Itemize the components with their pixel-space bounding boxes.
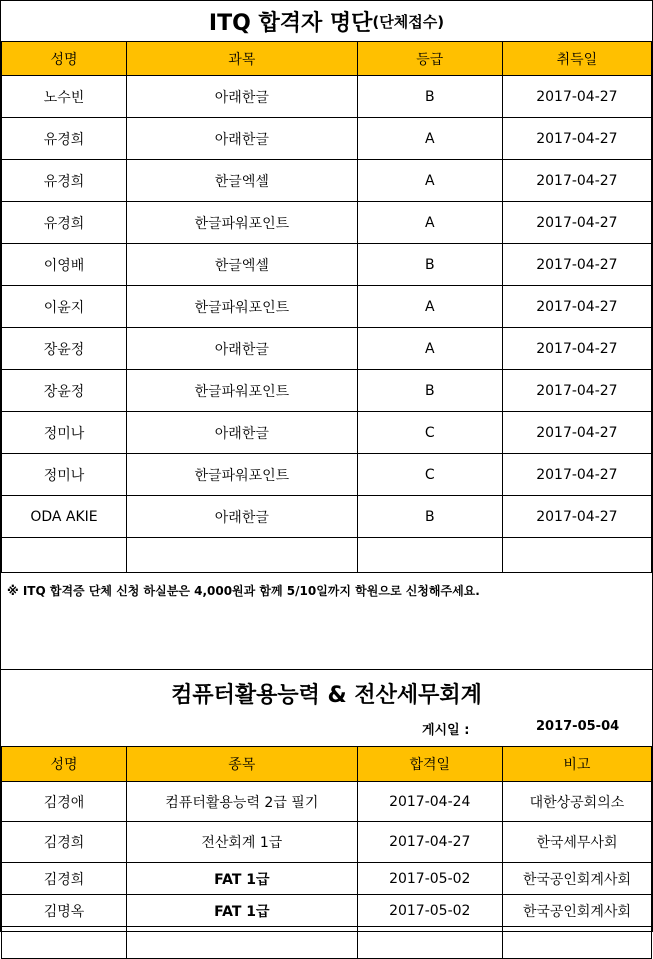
posted-label: 게시일 : bbox=[422, 723, 470, 738]
posted-date: 2017-05-04 bbox=[536, 719, 620, 734]
cell-name[interactable]: 김명옥 bbox=[2, 895, 127, 927]
cell-pass-date[interactable]: 2017-04-24 bbox=[357, 782, 502, 822]
cell-category[interactable]: 컴퓨터활용능력 2급 필기 bbox=[126, 782, 357, 822]
table-row bbox=[2, 160, 652, 202]
cell-name[interactable]: 정미나 bbox=[2, 412, 127, 454]
table-row bbox=[2, 454, 652, 496]
empty-cell[interactable] bbox=[126, 538, 357, 573]
cell-subject[interactable]: 아래한글 bbox=[126, 496, 357, 538]
cell-date[interactable]: 2017-04-27 bbox=[502, 202, 651, 244]
cert-title: 컴퓨터활용능력 & 전산세무회계 bbox=[171, 682, 482, 708]
table-row bbox=[2, 202, 652, 244]
table-row bbox=[2, 496, 652, 538]
col-header-subject[interactable]: 과목 bbox=[126, 42, 357, 76]
cell-subject[interactable]: 아래한글 bbox=[126, 412, 357, 454]
table-row bbox=[2, 895, 652, 927]
cell-name[interactable]: 김경희 bbox=[2, 863, 127, 895]
cell-grade[interactable]: A bbox=[357, 328, 502, 370]
cell-date[interactable]: 2017-04-27 bbox=[502, 286, 651, 328]
cell-category[interactable]: 전산회계 1급 bbox=[126, 822, 357, 863]
cell-pass-date[interactable]: 2017-05-02 bbox=[357, 863, 502, 895]
cell-name[interactable]: 유경희 bbox=[2, 118, 127, 160]
cell-name[interactable]: 정미나 bbox=[2, 454, 127, 496]
cell-name[interactable]: 장윤정 bbox=[2, 370, 127, 412]
cell-subject[interactable]: 아래한글 bbox=[126, 76, 357, 118]
cell-date[interactable]: 2017-04-27 bbox=[502, 328, 651, 370]
cell-subject[interactable]: 한글파워포인트 bbox=[126, 454, 357, 496]
cell-subject[interactable]: 한글엑셀 bbox=[126, 244, 357, 286]
cell-grade[interactable]: B bbox=[357, 370, 502, 412]
cell-category[interactable]: FAT 1급 bbox=[126, 863, 357, 895]
cell-date[interactable]: 2017-04-27 bbox=[502, 496, 651, 538]
cell-grade[interactable]: B bbox=[357, 76, 502, 118]
cell-grade[interactable]: C bbox=[357, 412, 502, 454]
cell-remarks[interactable]: 대한상공회의소 bbox=[502, 782, 651, 822]
empty-row bbox=[2, 538, 652, 573]
cell-date[interactable]: 2017-04-27 bbox=[502, 412, 651, 454]
cell-subject[interactable]: 아래한글 bbox=[126, 118, 357, 160]
cert-header-row bbox=[2, 747, 652, 782]
cell-date[interactable]: 2017-04-27 bbox=[502, 244, 651, 286]
table-row bbox=[2, 118, 652, 160]
cell-category[interactable]: FAT 1급 bbox=[126, 895, 357, 927]
cell-name[interactable]: 이영배 bbox=[2, 244, 127, 286]
itq-title-sub: (단체접수) bbox=[372, 12, 445, 31]
empty-cell[interactable] bbox=[2, 538, 127, 573]
cell-name[interactable]: 노수빈 bbox=[2, 76, 127, 118]
itq-header-row bbox=[2, 42, 652, 76]
posted-date-line bbox=[1, 716, 652, 742]
table-row bbox=[2, 412, 652, 454]
empty-cell[interactable] bbox=[502, 927, 651, 959]
cell-name[interactable]: 유경희 bbox=[2, 202, 127, 244]
col-header-category[interactable]: 종목 bbox=[126, 747, 357, 782]
empty-cell[interactable] bbox=[357, 538, 502, 573]
empty-cell[interactable] bbox=[2, 927, 127, 959]
cell-grade[interactable]: A bbox=[357, 286, 502, 328]
cell-remarks[interactable]: 한국공인회계사회 bbox=[502, 895, 651, 927]
cell-date[interactable]: 2017-04-27 bbox=[502, 160, 651, 202]
col-header-grade[interactable]: 등급 bbox=[357, 42, 502, 76]
cell-grade[interactable]: B bbox=[357, 244, 502, 286]
cell-name[interactable]: 장윤정 bbox=[2, 328, 127, 370]
col-header-pass-date[interactable]: 합격일 bbox=[357, 747, 502, 782]
cell-remarks[interactable]: 한국세무사회 bbox=[502, 822, 651, 863]
cell-name[interactable]: 김경희 bbox=[2, 822, 127, 863]
table-row bbox=[2, 782, 652, 822]
table-row bbox=[2, 286, 652, 328]
cell-date[interactable]: 2017-04-27 bbox=[502, 454, 651, 496]
cell-subject[interactable]: 한글파워포인트 bbox=[126, 286, 357, 328]
cell-pass-date[interactable]: 2017-04-27 bbox=[357, 822, 502, 863]
table-row bbox=[2, 328, 652, 370]
col-header-date[interactable]: 취득일 bbox=[502, 42, 651, 76]
cell-name[interactable]: 김경애 bbox=[2, 782, 127, 822]
cell-name[interactable]: 유경희 bbox=[2, 160, 127, 202]
cell-subject[interactable]: 아래한글 bbox=[126, 328, 357, 370]
cert-table bbox=[1, 746, 652, 959]
itq-table bbox=[1, 41, 652, 573]
cell-date[interactable]: 2017-04-27 bbox=[502, 118, 651, 160]
cell-grade[interactable]: B bbox=[357, 496, 502, 538]
cell-grade[interactable]: A bbox=[357, 202, 502, 244]
table-row bbox=[2, 370, 652, 412]
col-header-name[interactable]: 성명 bbox=[2, 42, 127, 76]
empty-cell[interactable] bbox=[357, 927, 502, 959]
col-header-name[interactable]: 성명 bbox=[2, 747, 127, 782]
cell-remarks[interactable]: 한국공인회계사회 bbox=[502, 863, 651, 895]
cell-subject[interactable]: 한글파워포인트 bbox=[126, 370, 357, 412]
col-header-remarks[interactable]: 비고 bbox=[502, 747, 651, 782]
itq-note: ※ ITQ 합격증 단체 신청 하실분은 4,000원과 함께 5/10일까지 학원으로 신청해주세요. bbox=[1, 573, 652, 670]
empty-row bbox=[2, 927, 652, 959]
empty-cell[interactable] bbox=[126, 927, 357, 959]
empty-cell[interactable] bbox=[502, 538, 651, 573]
cell-date[interactable]: 2017-04-27 bbox=[502, 370, 651, 412]
itq-title-main: ITQ 합격자 명단 bbox=[208, 10, 373, 36]
cell-grade[interactable]: A bbox=[357, 160, 502, 202]
cell-name[interactable]: 이윤지 bbox=[2, 286, 127, 328]
cell-subject[interactable]: 한글파워포인트 bbox=[126, 202, 357, 244]
table-row bbox=[2, 822, 652, 863]
cell-grade[interactable]: C bbox=[357, 454, 502, 496]
table-row bbox=[2, 863, 652, 895]
cell-name[interactable]: ODA AKIE bbox=[2, 496, 127, 538]
cell-subject[interactable]: 한글엑셀 bbox=[126, 160, 357, 202]
table-row bbox=[2, 76, 652, 118]
itq-title bbox=[1, 1, 652, 41]
cell-grade[interactable]: A bbox=[357, 118, 502, 160]
cell-date[interactable]: 2017-04-27 bbox=[502, 76, 651, 118]
cell-pass-date[interactable]: 2017-05-02 bbox=[357, 895, 502, 927]
table-row bbox=[2, 244, 652, 286]
